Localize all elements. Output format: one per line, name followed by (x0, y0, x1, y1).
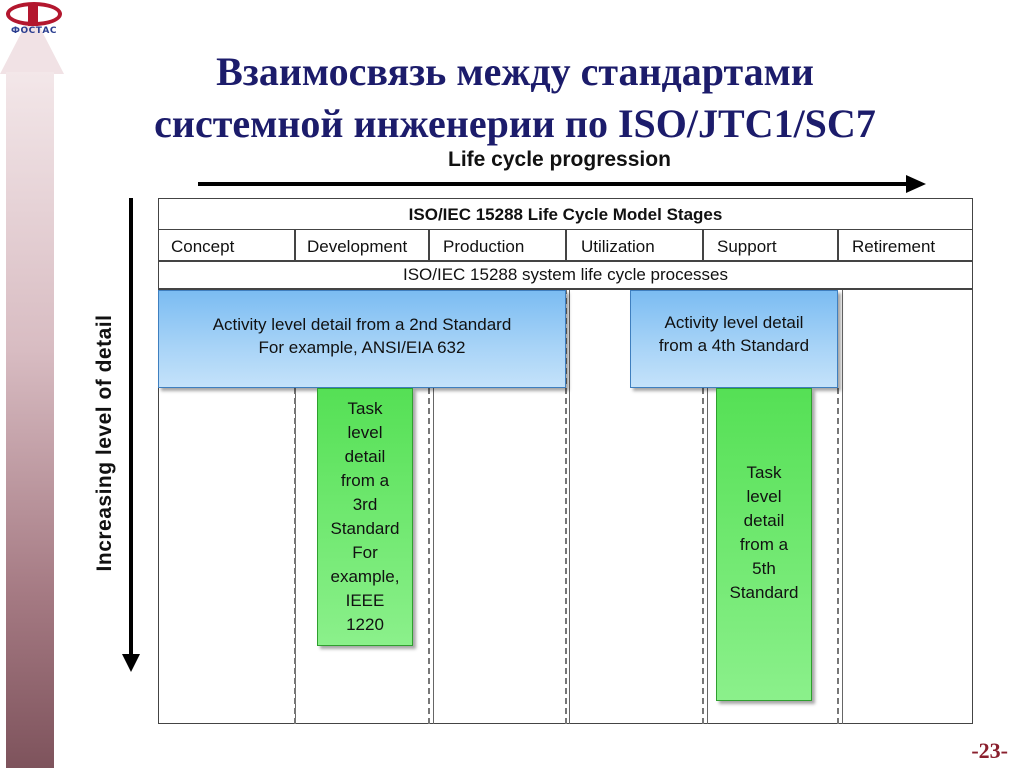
column-guide (569, 288, 570, 724)
task-box-5th-standard: Task level detail from a 5th Standard (716, 388, 812, 701)
progression-label: Life cycle progression (448, 148, 671, 171)
stage-concept: Concept (171, 237, 235, 256)
activity-box-4th-standard: Activity level detail from a 4th Standard (630, 290, 838, 388)
column-guide (294, 388, 296, 724)
stage-divider (702, 230, 704, 260)
stage-divider (837, 230, 839, 260)
column-guide (842, 288, 843, 724)
detail-label: Increasing level of detail (93, 314, 116, 572)
column-guide (837, 388, 839, 724)
stage-support: Support (717, 237, 777, 256)
slide-title (60, 46, 970, 150)
stage-retirement: Retirement (852, 237, 936, 256)
activity-box-2nd-standard: Activity level detail from a 2nd Standard For example, ANSI/EIA 632 (158, 290, 566, 388)
column-guide (428, 388, 430, 724)
processes-row: ISO/IEC 15288 system life cycle processes (402, 265, 729, 284)
title-line-1: Взаимосвязь между стандартами (216, 49, 814, 94)
stage-divider (565, 230, 567, 260)
task-box-3rd-standard: Task level detail from a 3rd Standard For example, IEEE 1220 (317, 388, 413, 646)
side-arrow-body (6, 72, 54, 768)
detail-arrow-head-icon (122, 654, 140, 672)
stage-production: Production (443, 237, 525, 256)
title-line-2: системной инженерии по ISO/JTC1/SC7 (154, 101, 876, 146)
column-guide (702, 388, 704, 724)
logo-bar-icon (28, 4, 38, 26)
detail-arrow-line (129, 198, 133, 658)
logo-text: ФОСТАС (11, 26, 57, 36)
page-number: -23- (971, 738, 1008, 763)
progression-arrow-line (198, 182, 910, 186)
stage-divider (294, 230, 296, 260)
stage-divider (428, 230, 430, 260)
column-guide (707, 388, 708, 724)
stage-development: Development (307, 237, 408, 256)
stages-header: ISO/IEC 15288 Life Cycle Model Stages (158, 198, 973, 230)
stage-utilization: Utilization (581, 237, 655, 256)
progression-arrow-head-icon (906, 175, 926, 193)
fostas-logo (2, 2, 62, 38)
column-guide (433, 388, 434, 724)
